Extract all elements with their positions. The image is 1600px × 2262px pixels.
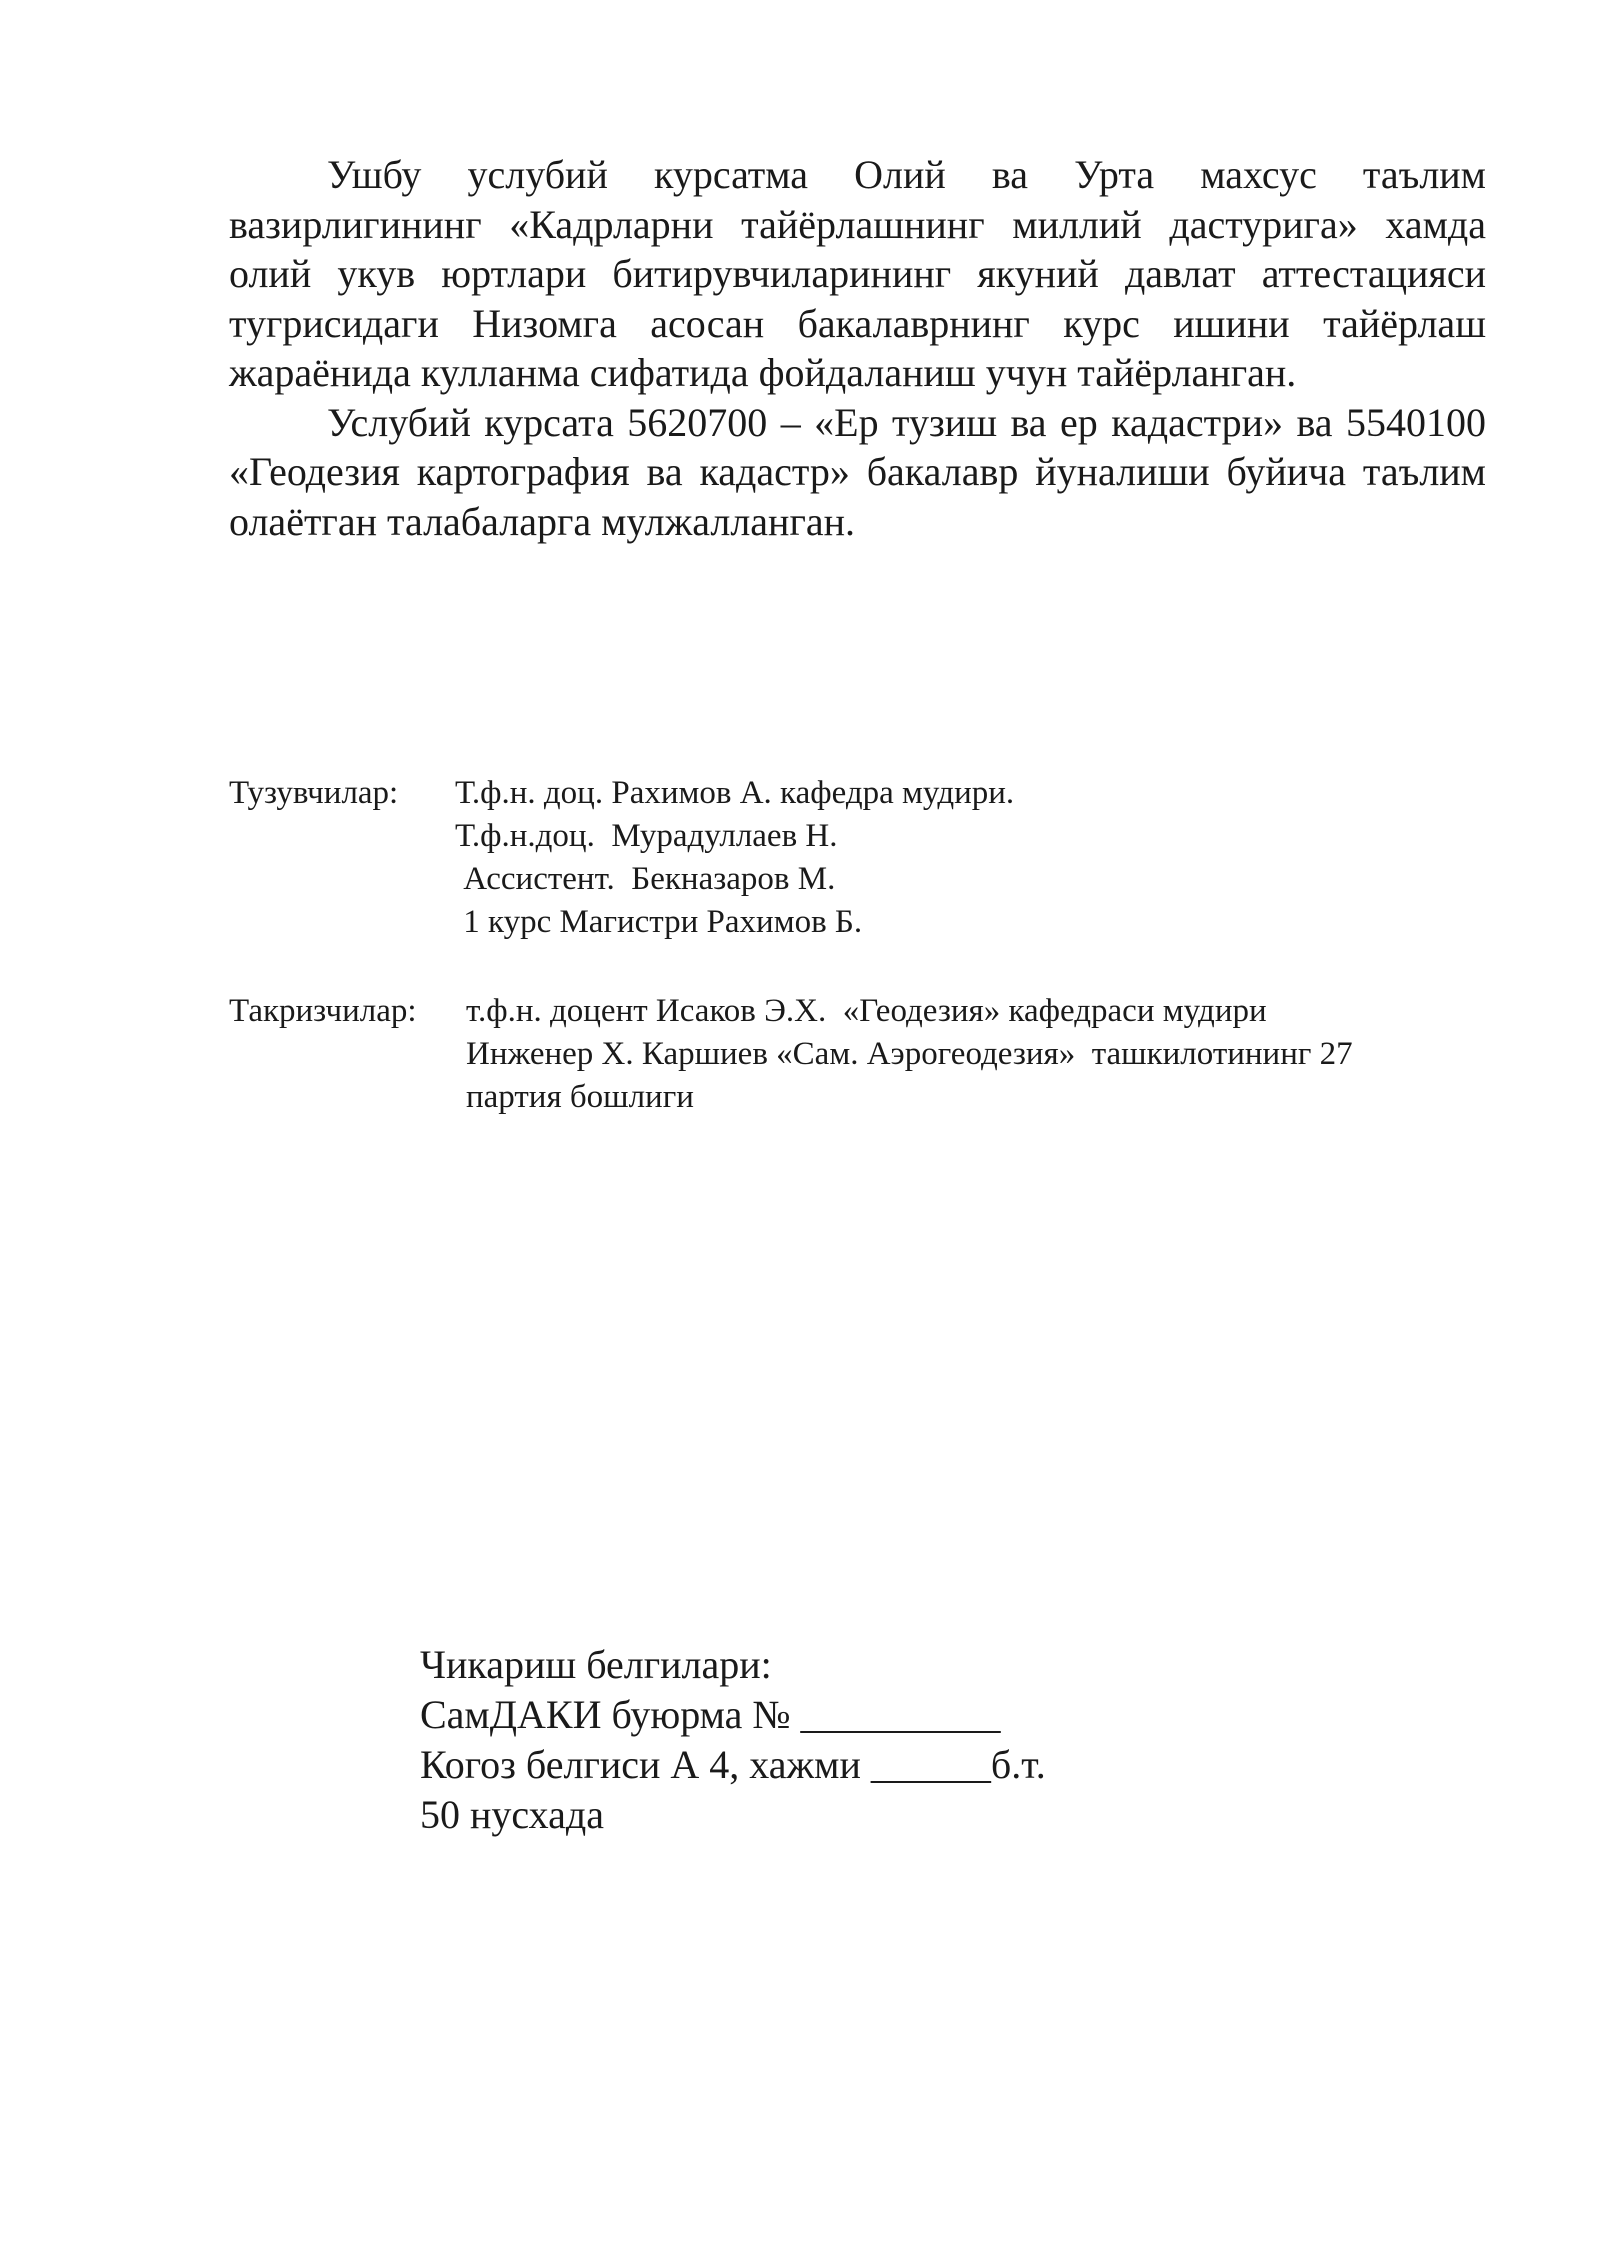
authors-list	[455, 772, 1014, 944]
output-marks-heading: Чикариш белгилари:	[420, 1642, 772, 1687]
intro-text	[229, 150, 1486, 546]
intro-paragraph-2: Услубий курсата 5620700 – «Ер тузиш ва ер кадастри» ва 5540100 «Геодезия картография ва кадастр» бакалавр йуналиши буйича таълим олаётган талабаларга мулжалланган.	[229, 399, 1486, 544]
author-line: Т.ф.н.доц. Мурадуллаев Н.	[455, 818, 838, 854]
reviewer-line: Инженер Х. Каршиев «Сам. Аэрогеодезия» ташкилотининг 27	[466, 1036, 1353, 1072]
author-line: Т.ф.н. доц. Рахимов А. кафедра мудири.	[455, 775, 1015, 811]
order-number-line: СамДАКИ буюрма № __________	[420, 1692, 1001, 1737]
paper-format-line: Когоз белгиси А 4, хажми ______б.т.	[420, 1742, 1046, 1787]
output-marks	[420, 1640, 1046, 1840]
reviewers-label: Такризчилар:	[229, 993, 417, 1029]
author-line: Ассистент. Бекназаров М.	[455, 861, 836, 897]
reviewers-list	[466, 990, 1353, 1119]
author-line: 1 курс Магистри Рахимов Б.	[455, 904, 863, 940]
reviewer-line: партия бошлиги	[466, 1079, 694, 1115]
reviewer-line: т.ф.н. доцент Исаков Э.Х. «Геодезия» кафедраси мудири	[466, 993, 1267, 1029]
intro-paragraph-1: Ушбу услубий курсатма Олий ва Урта махсус таълим вазирлигининг «Кадрларни тайёрлашнинг миллий дастурига» хамда олий укув юртлари битирувчиларининг якуний давлат аттестацияси тугрисидаги Низомга асосан бакалаврнинг курс ишини тайёрлаш жараёнида кулланма сифатида фойдаланиш учун тайёрланган.	[229, 152, 1486, 395]
copies-count-line: 50 нусхада	[420, 1792, 604, 1837]
authors-label: Тузувчилар:	[229, 775, 399, 811]
